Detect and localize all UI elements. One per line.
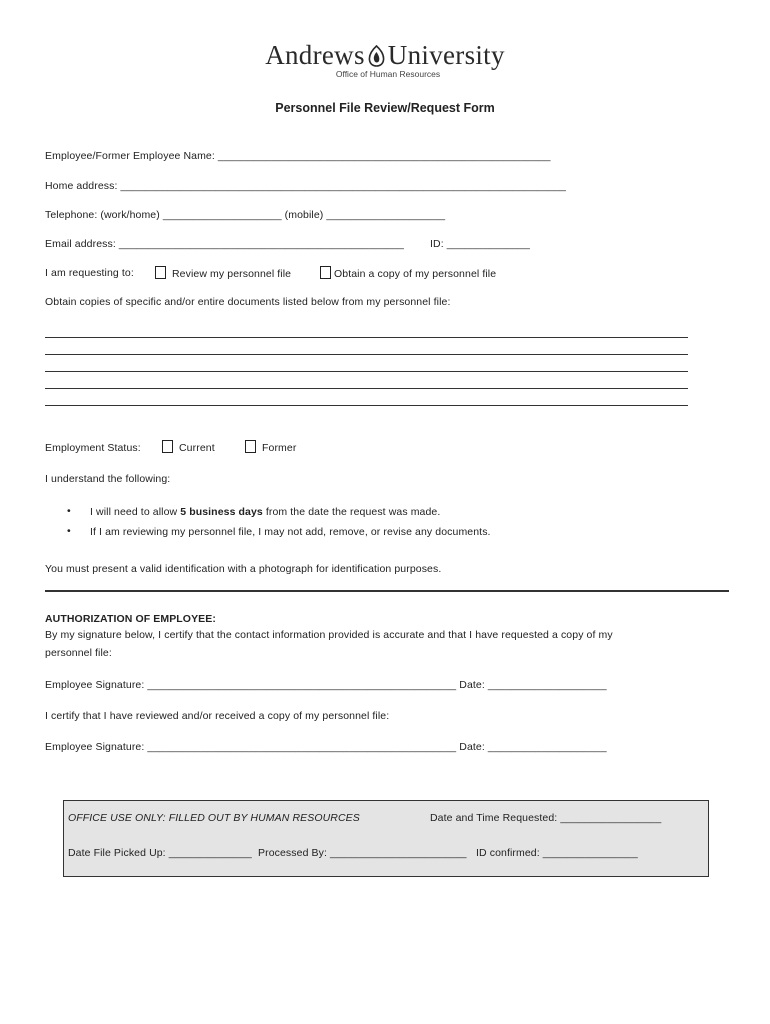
former-checkbox[interactable] xyxy=(245,440,256,453)
university-logo xyxy=(0,40,770,79)
business-days-emphasis: 5 business days xyxy=(180,506,263,518)
telephone-field[interactable]: Telephone: (work/home) ____________________ (mobile) ____________________ xyxy=(45,209,446,221)
obtain-copies-instruction: Obtain copies of specific and/or entire documents listed below from my personnel file: xyxy=(45,296,451,308)
employee-name-field[interactable]: Employee/Former Employee Name: ________________________________________________________ xyxy=(45,150,551,162)
home-address-field[interactable]: Home address: ___________________________________________________________________________ xyxy=(45,180,566,192)
document-line[interactable] xyxy=(45,405,688,406)
form-title: Personnel File Review/Request Form xyxy=(275,101,495,115)
date-picked-up-field[interactable]: Date File Picked Up: ______________ xyxy=(68,847,252,859)
document-line[interactable] xyxy=(45,354,688,355)
no-revise-item: If I am reviewing my personnel file, I may not add, remove, or revise any documents. xyxy=(90,526,491,538)
identification-notice: You must present a valid identification with a photograph for identification purposes. xyxy=(45,563,442,575)
certify-statement: I certify that I have reviewed and/or received a copy of my personnel file: xyxy=(45,710,390,722)
document-line[interactable] xyxy=(45,371,688,372)
flame-seal-icon xyxy=(368,45,385,67)
processed-by-field[interactable]: Processed By: _______________________ xyxy=(258,847,467,859)
copy-option-label: Obtain a copy of my personnel file xyxy=(334,268,497,280)
review-file-option[interactable] xyxy=(155,266,291,280)
bullet: • xyxy=(67,505,71,517)
understand-intro: I understand the following: xyxy=(45,473,171,485)
authorization-heading: AUTHORIZATION OF EMPLOYEE: xyxy=(45,613,216,625)
employee-signature-date-1[interactable]: Employee Signature: ____________________________________________________ Date: ____________________ xyxy=(45,679,607,691)
status-former-option[interactable] xyxy=(245,440,296,454)
status-current-option[interactable] xyxy=(162,440,215,454)
logo-text-left: Andrews xyxy=(265,40,365,70)
logo-text-right: University xyxy=(387,40,505,70)
id-field[interactable]: ID: ______________ xyxy=(430,238,530,250)
authorization-text: By my signature below, I certify that the contact information provided is accurate and that I have requested a copy of my xyxy=(45,629,613,641)
current-label: Current xyxy=(179,442,215,454)
office-use-heading: OFFICE USE ONLY: FILLED OUT BY HUMAN RESOURCES xyxy=(68,812,360,824)
former-label: Former xyxy=(262,442,297,454)
requesting-label: I am requesting to: xyxy=(45,267,134,279)
id-confirmed-field[interactable]: ID confirmed: ________________ xyxy=(476,847,638,859)
logo-subtitle: Office of Human Resources xyxy=(335,69,441,79)
authorization-text-cont: personnel file: xyxy=(45,647,112,659)
email-field[interactable]: Email address: ________________________________________________ xyxy=(45,238,404,250)
copy-file-option[interactable] xyxy=(320,266,496,280)
document-line[interactable] xyxy=(45,388,688,389)
copy-checkbox[interactable] xyxy=(320,266,331,279)
document-line[interactable] xyxy=(45,337,688,338)
current-checkbox[interactable] xyxy=(162,440,173,453)
section-divider xyxy=(45,590,729,592)
employment-status-label: Employment Status: xyxy=(45,442,141,454)
employee-signature-date-2[interactable]: Employee Signature: ____________________________________________________ Date: ____________________ xyxy=(45,741,607,753)
review-checkbox[interactable] xyxy=(155,266,166,279)
bullet: • xyxy=(67,525,71,537)
business-days-item: I will need to allow 5 business days from the date the request was made. xyxy=(90,506,441,518)
review-option-label: Review my personnel file xyxy=(172,268,292,280)
date-time-requested-field[interactable]: Date and Time Requested: _________________ xyxy=(430,812,662,824)
